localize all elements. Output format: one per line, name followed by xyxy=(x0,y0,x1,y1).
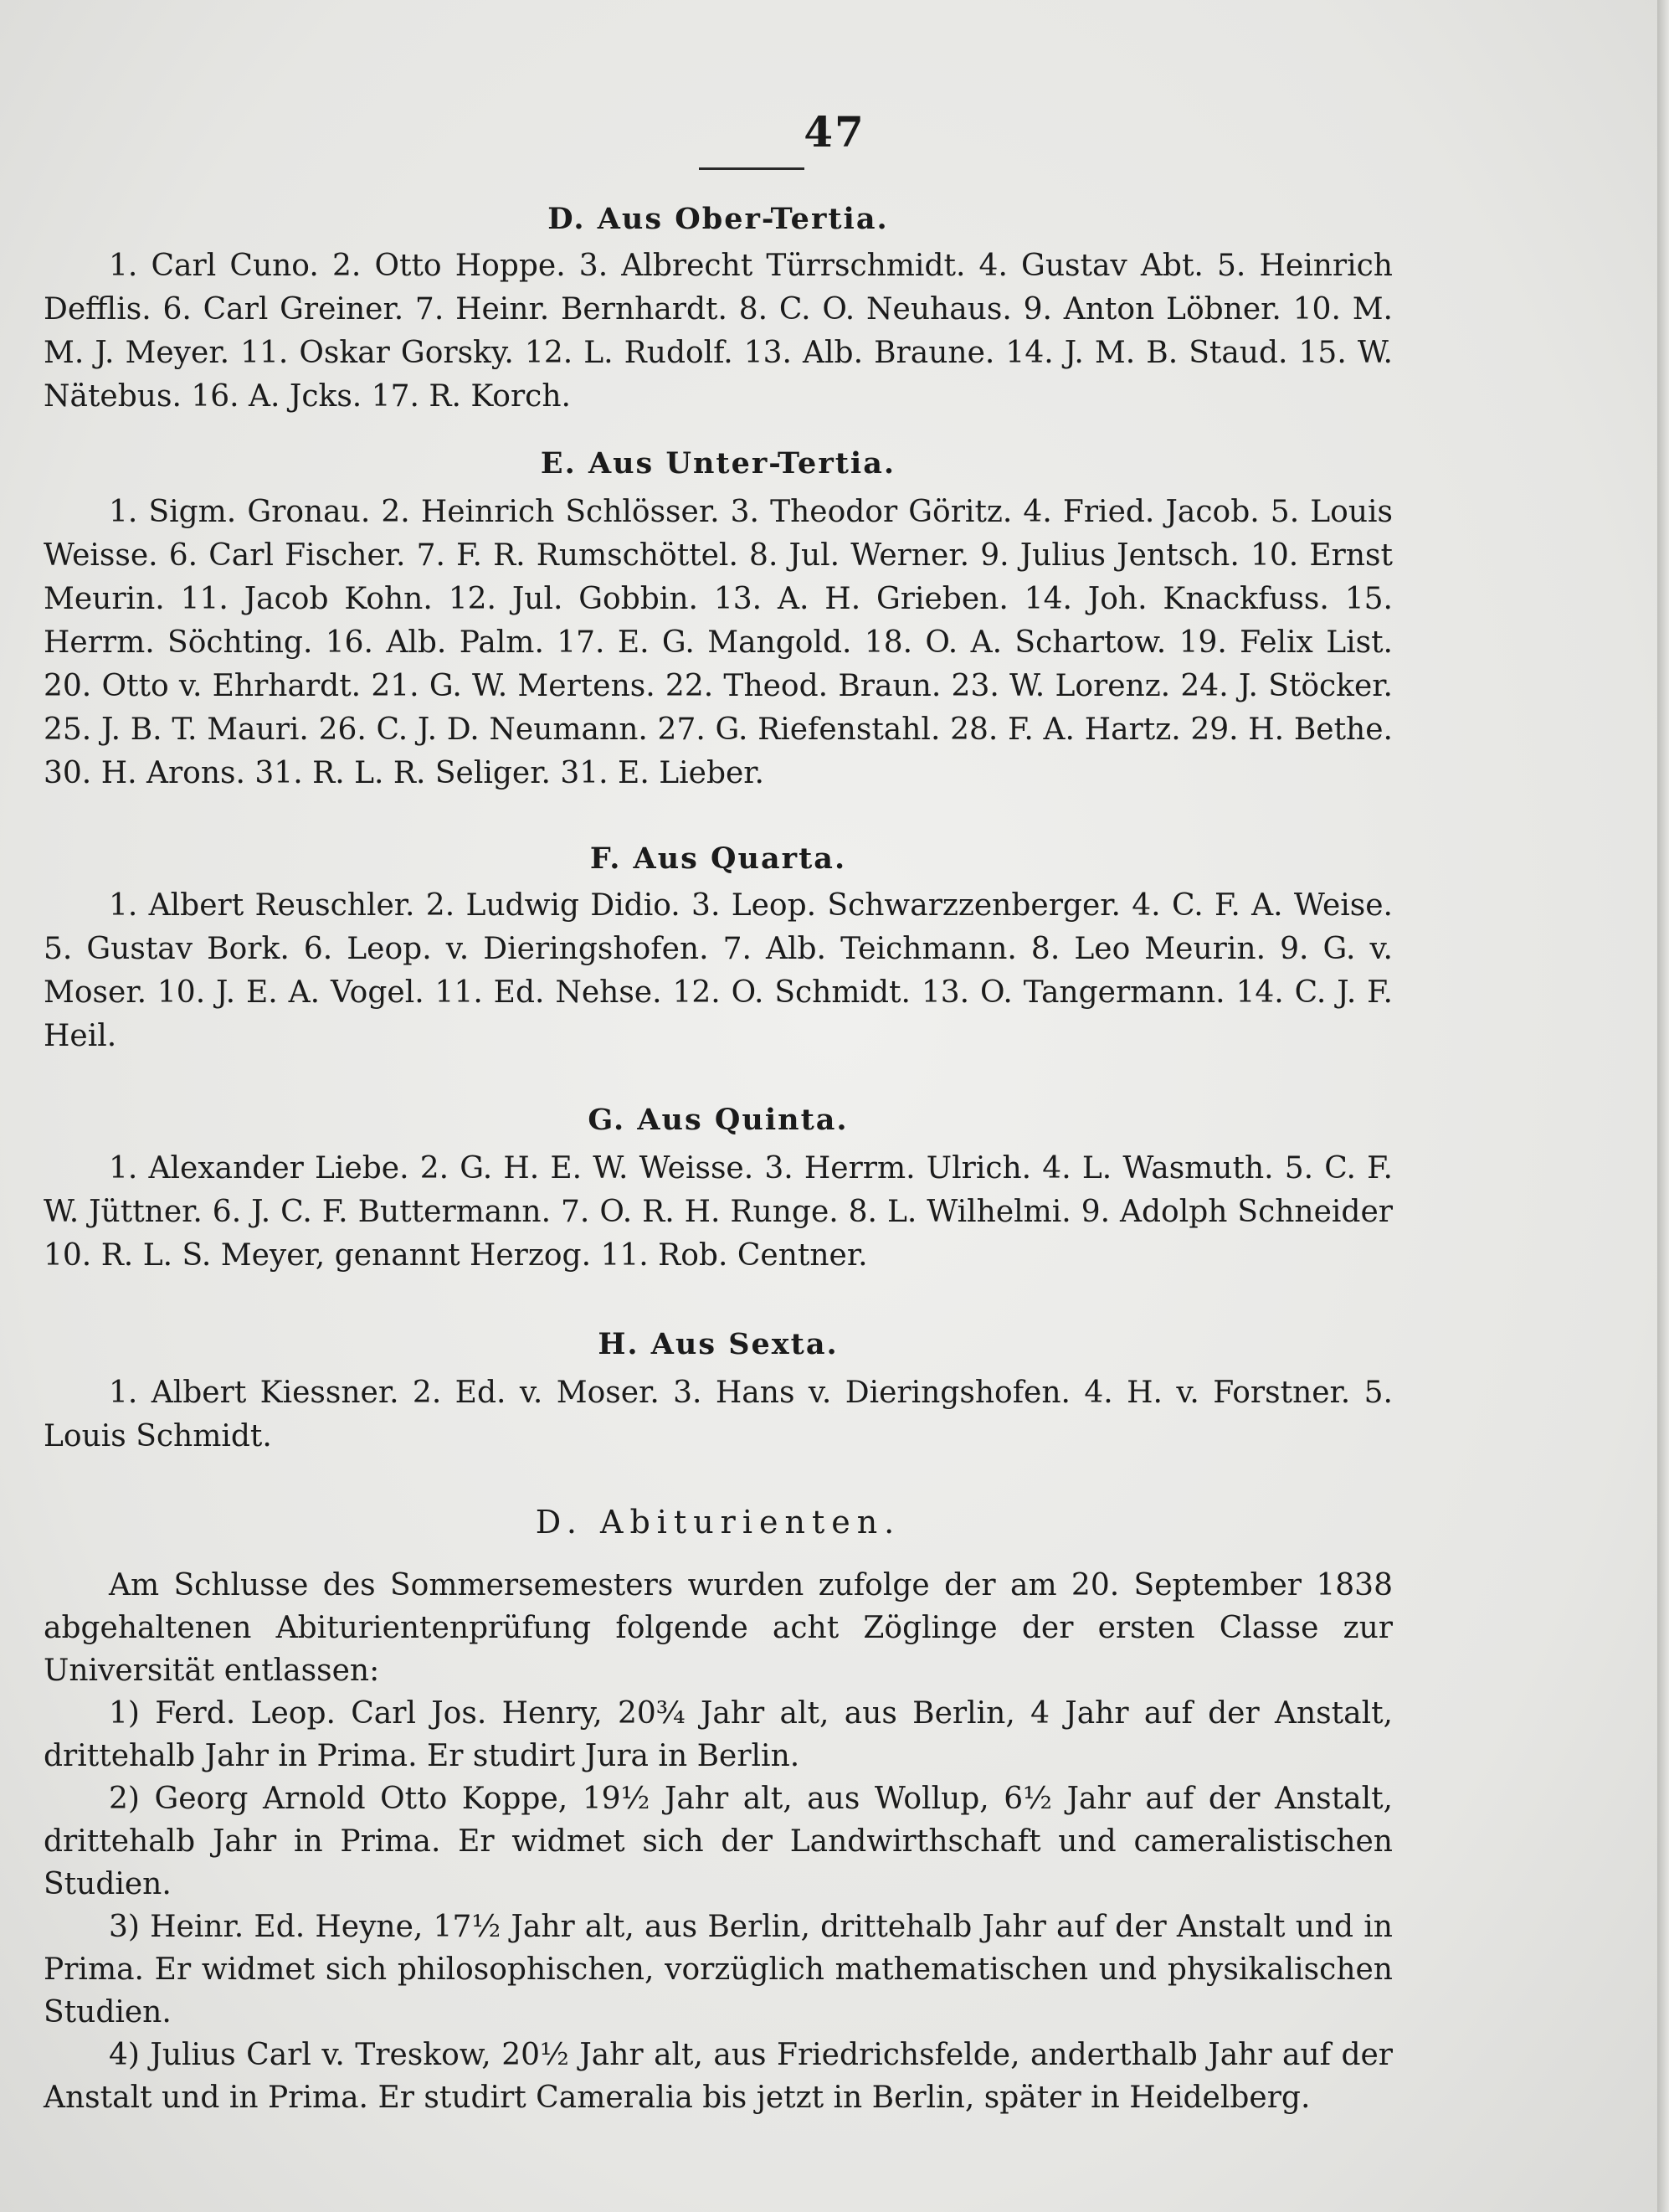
class-lists xyxy=(44,198,1393,1458)
section-list-unter-tertia: 1. Sigm. Gronau. 2. Heinrich Schlösser. 3. Theodor Göritz. 4. Fried. Jacob. 5. Louis Weisse. 6. Carl Fischer. 7. F. R. Rumschöttel. 8. Jul. Werner. 9. Julius Jentsch. 10. Ernst Meurin. 11. Jacob Kohn. 12. Jul. Gobbin. 13. A. H. Grieben. 14. Joh. Knackfuss. 15. Herrm. Söchting. 16. Alb. Palm. 17. E. G. Mangold. 18. O. A. Schartow. 19. Felix List. 20. Otto v. Ehrhardt. 21. G. W. Mertens. 22. Theod. Braun. 23. W. Lorenz. 24. J. Stöcker. 25. J. B. T. Mauri. 26. C. J. D. Neumann. 27. G. Riefenstahl. 28. F. A. Hartz. 29. H. Bethe. 30. H. Arons. 31. R. L. R. Seliger. 31. E. Lieber. xyxy=(44,495,1393,790)
section-list-sexta: 1. Albert Kiessner. 2. Ed. v. Moser. 3. Hans v. Dieringshofen. 4. H. v. Forstner. 5. Louis Schmidt. xyxy=(44,1376,1393,1453)
page-edge xyxy=(1657,0,1669,2212)
page-content xyxy=(44,198,1393,2119)
section-list-ober-tertia: 1. Carl Cuno. 2. Otto Hoppe. 3. Albrecht Türrschmidt. 4. Gustav Abt. 5. Heinrich Defflis. 6. Carl Greiner. 7. Heinr. Bernhardt. 8. C. O. Neuhaus. 9. Anton Löbner. 10. M. M. J. Meyer. 11. Oskar Gorsky. 12. L. Rudolf. 13. Alb. Braune. 14. J. M. B. Staud. 15. W. Nätebus. 16. A. Jcks. 17. R. Korch. xyxy=(44,249,1393,414)
abiturienten-intro: Am Schlusse des Sommersemesters wurden zufolge der am 20. September 1838 abgehaltenen Abiturientenprüfung folgende acht Zöglinge der ersten Classe zur Universität entlassen: xyxy=(44,1568,1393,1688)
section-heading-ober-tertia: D. Aus Ober-Tertia. xyxy=(547,202,889,236)
abiturient-entry: 4) Julius Carl v. Treskow, 20½ Jahr alt, aus Friedrichsfelde, anderthalb Jahr auf der Anstalt und in Prima. Er studirt Cameralia bis jetzt in Berlin, später in Heidelberg. xyxy=(44,2038,1393,2115)
abiturienten-heading: D. Abiturienten. xyxy=(535,1504,901,1541)
section-list-quinta: 1. Alexander Liebe. 2. G. H. E. W. Weisse. 3. Herrm. Ulrich. 4. L. Wasmuth. 5. C. F. W. Jüttner. 6. J. C. F. Buttermann. 7. O. R. H. Runge. 8. L. Wilhelmi. 9. Adolph Schneider 10. R. L. S. Meyer, genannt Herzog. 11. Rob. Centner. xyxy=(44,1151,1393,1273)
abiturient-entry: 3) Heinr. Ed. Heyne, 17½ Jahr alt, aus Berlin, drittehalb Jahr auf der Anstalt und in Prima. Er widmet sich philosophischen, vorzüglich mathematischen und physikalischen Studien. xyxy=(44,1910,1393,2029)
section-list-quarta: 1. Albert Reuschler. 2. Ludwig Didio. 3. Leop. Schwarzzenberger. 4. C. F. A. Weise. 5. Gustav Bork. 6. Leop. v. Dieringshofen. 7. Alb. Teichmann. 8. Leo Meurin. 9. G. v. Moser. 10. J. E. A. Vogel. 11. Ed. Nehse. 12. O. Schmidt. 13. O. Tangermann. 14. C. J. F. Heil. xyxy=(44,888,1393,1053)
page-number-rule xyxy=(699,167,804,170)
abiturient-entry: 2) Georg Arnold Otto Koppe, 19½ Jahr alt, aus Wollup, 6½ Jahr auf der Anstalt, drittehalb Jahr in Prima. Er widmet sich der Landwirthschaft und cameralistischen Studien. xyxy=(44,1782,1393,1901)
abiturient-entry: 1) Ferd. Leop. Carl Jos. Henry, 20¾ Jahr alt, aus Berlin, 4 Jahr auf der Anstalt, drittehalb Jahr in Prima. Er studirt Jura in Berlin. xyxy=(44,1696,1393,1773)
page-number: 47 xyxy=(804,107,865,157)
section-heading-sexta: H. Aus Sexta. xyxy=(598,1327,839,1361)
section-heading-quinta: G. Aus Quinta. xyxy=(588,1103,849,1137)
section-heading-quarta: F. Aus Quarta. xyxy=(589,841,847,876)
section-heading-unter-tertia: E. Aus Unter-Tertia. xyxy=(540,446,896,481)
abiturienten-section xyxy=(44,1500,1393,2119)
